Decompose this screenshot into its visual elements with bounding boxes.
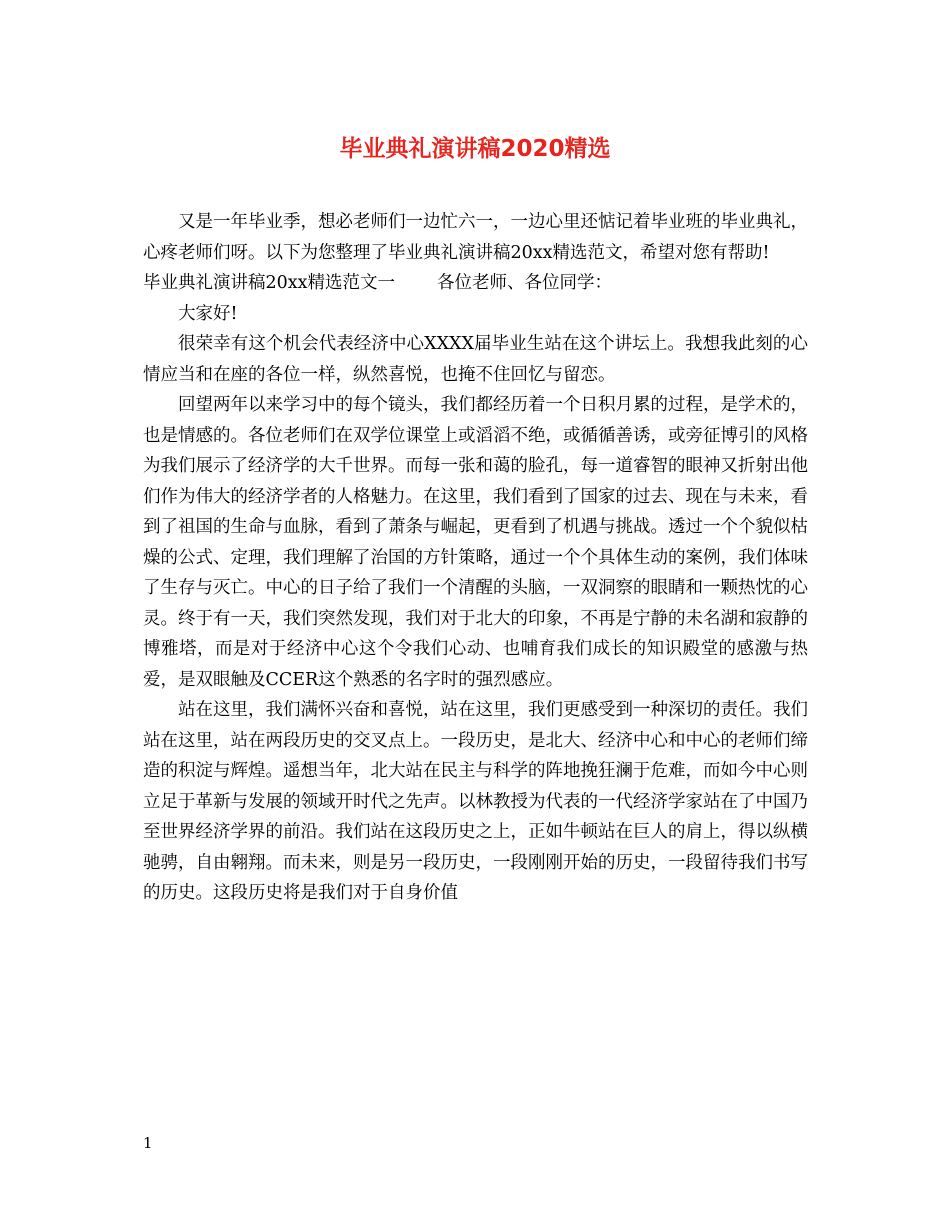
- document-body: [143, 207, 808, 909]
- section-heading: 毕业典礼演讲稿20xx精选范文一: [143, 273, 396, 293]
- salutation: 各位老师、各位同学：: [437, 273, 613, 293]
- section-heading-line: [143, 268, 808, 299]
- body-paragraph: 站在这里，我们满怀兴奋和喜悦，站在这里，我们更感受到一种深切的责任。我们站在这里，站在两段历史的交叉点上。一段历史，是北大、经济中心和中心的老师们缔造的积淀与辉煌。遥想当年，北大站在民主与科学的阵地挽狂澜于危难，而如今中心则立足于革新与发展的领域开时代之先声。以林教授为代表的一代经济学家站在了中国乃至世界经济学界的前沿。我们站在这段历史之上，正如牛顿站在巨人的肩上，得以纵横驰骋，自由翱翔。而未来，则是另一段历史，一段刚刚开始的历史，一段留待我们书写的历史。这段历史将是我们对于自身价值: [143, 700, 808, 903]
- intro-paragraph: 又是一年毕业季，想必老师们一边忙六一，一边心里还惦记着毕业班的毕业典礼，心疼老师们呀。以下为您整理了毕业典礼演讲稿20xx精选范文，希望对您有帮助!: [143, 212, 808, 263]
- greeting-paragraph: 大家好!: [178, 303, 238, 324]
- page-number: 1: [143, 1134, 153, 1152]
- body-paragraph: 回望两年以来学习中的每个镜头，我们都经历着一个日积月累的过程，是学术的，也是情感的。各位老师们在双学位课堂上或滔滔不绝，或循循善诱，或旁征博引的风格为我们展示了经济学的大千世界。而每一张和蔼的脸孔，每一道睿智的眼神又折射出他们作为伟大的经济学者的人格魅力。在这里，我们看到了国家的过去、现在与未来，看到了祖国的生命与血脉，看到了萧条与崛起，更看到了机遇与挑战。透过一个个貌似枯燥的公式、定理，我们理解了治国的方针策略，通过一个个具体生动的案例，我们体味了生存与灭亡。中心的日子给了我们一个清醒的头脑，一双洞察的眼睛和一颗热忱的心灵。终于有一天，我们突然发现，我们对于北大的印象，不再是宁静的未名湖和寂静的博雅塔，而是对于经济中心这个令我们心动、也哺育我们成长的知识殿堂的感激与热爱，是双眼触及CCER这个熟悉的名字时的强烈感应。: [143, 395, 808, 690]
- body-paragraph: 很荣幸有这个机会代表经济中心XXXX届毕业生站在这个讲坛上。我想我此刻的心情应当和在座的各位一样，纵然喜悦，也掩不住回忆与留恋。: [143, 334, 808, 385]
- document-title: 毕业典礼演讲稿2020精选: [339, 136, 611, 162]
